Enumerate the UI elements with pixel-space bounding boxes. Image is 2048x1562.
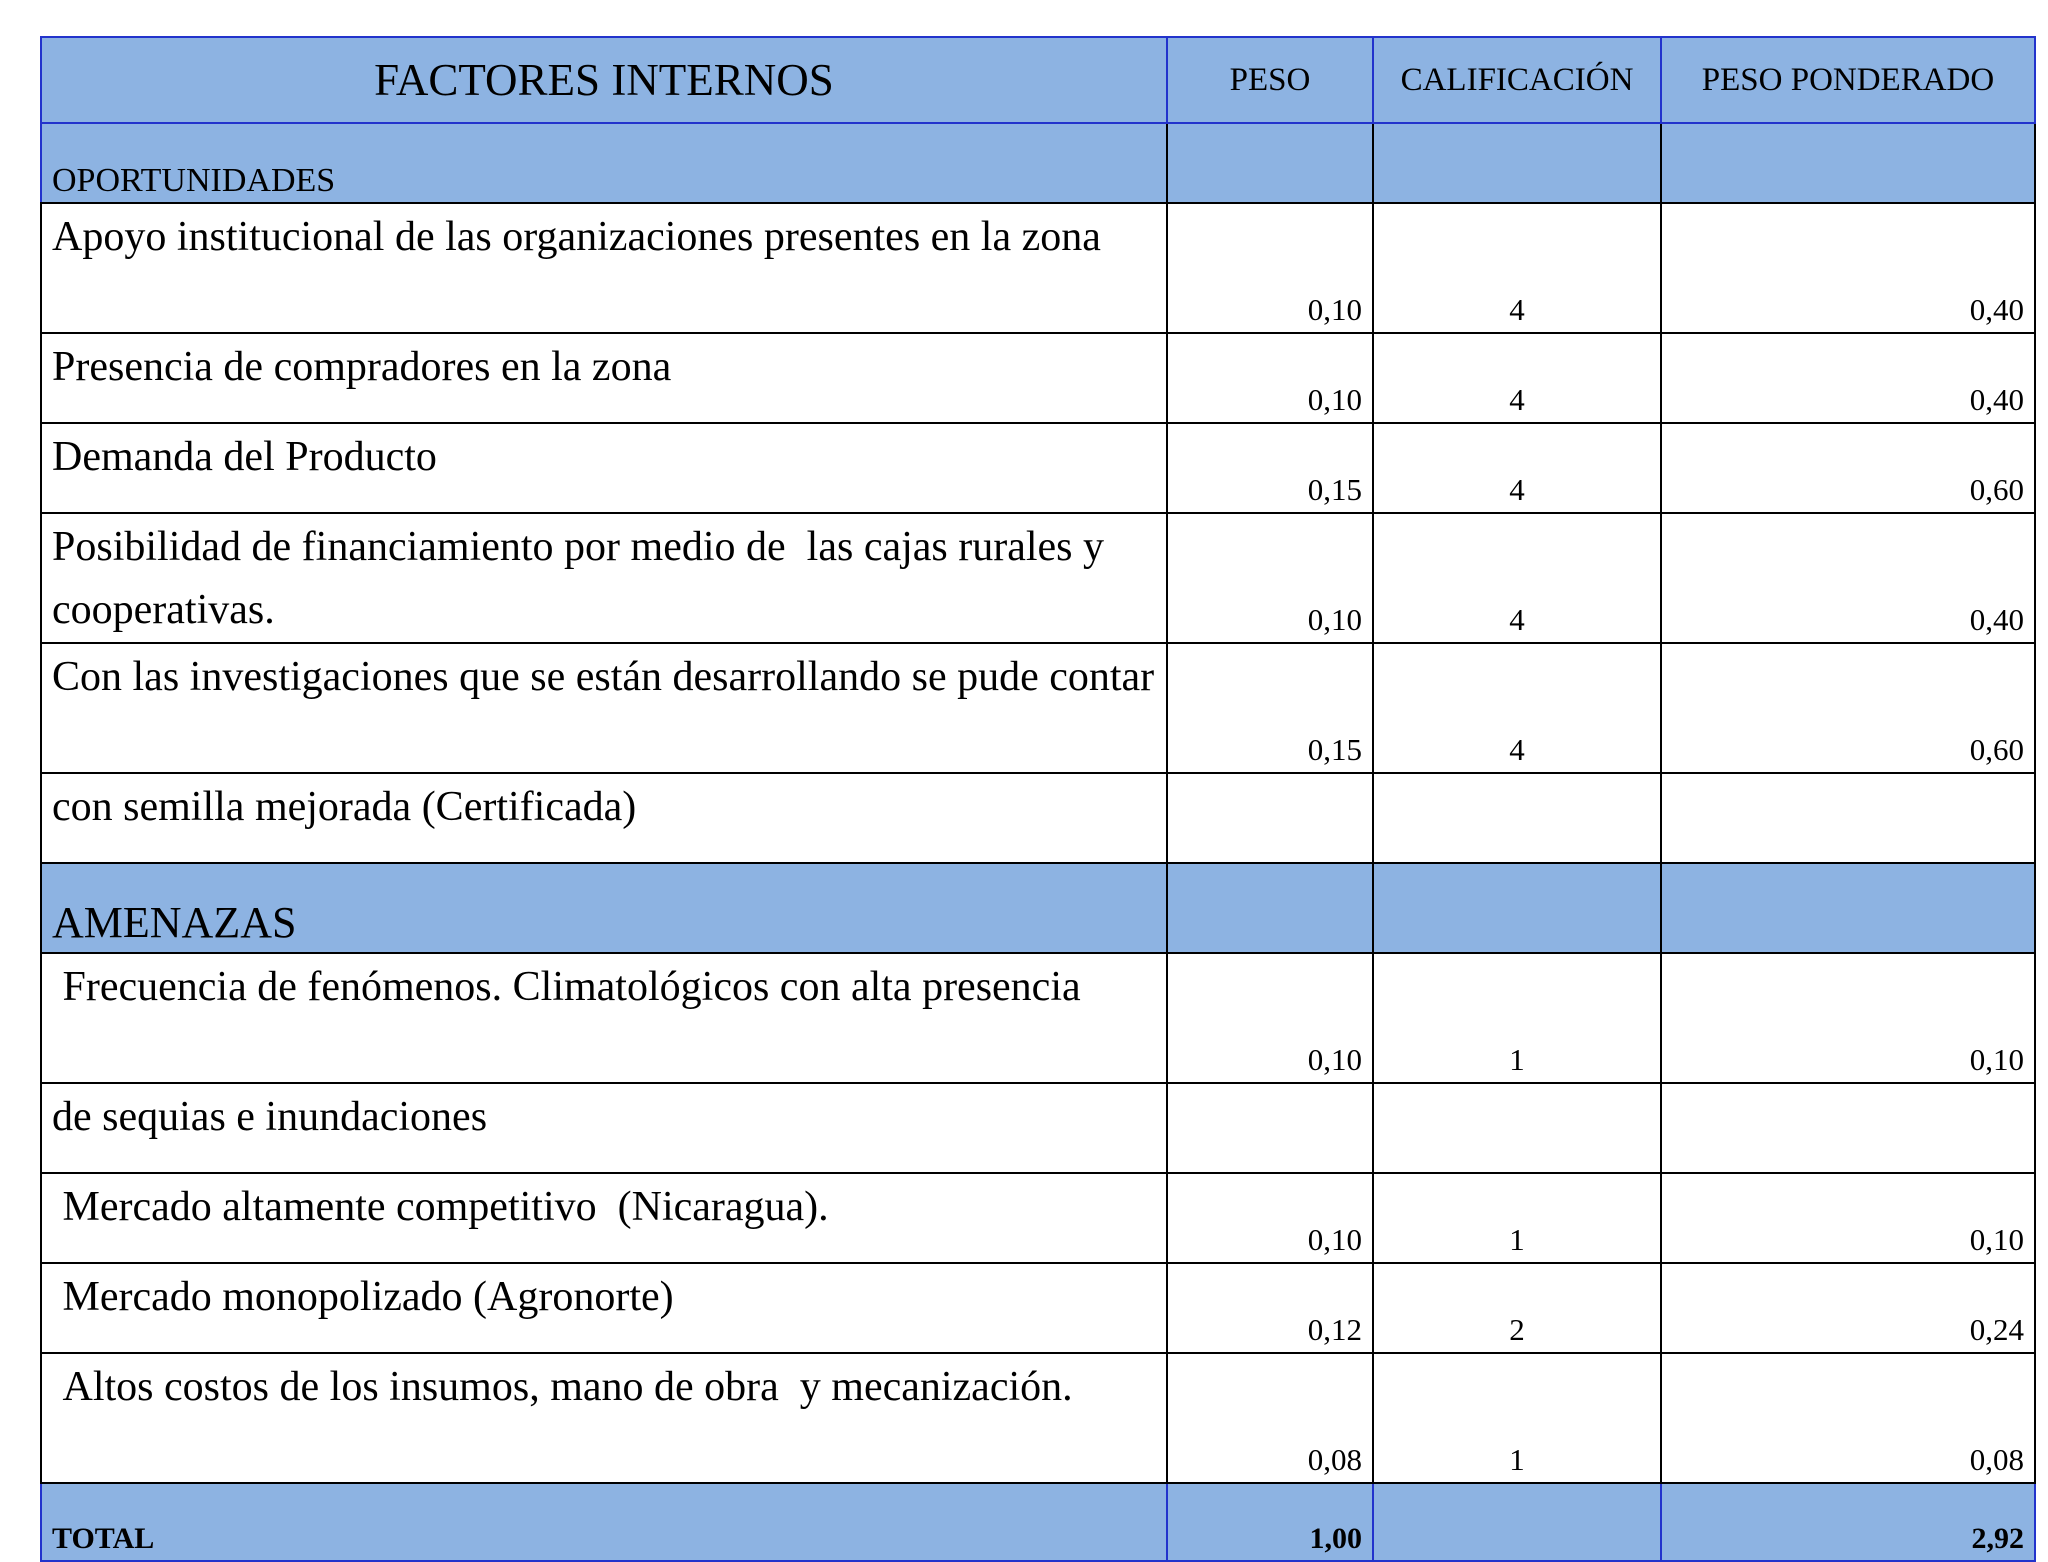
table-row	[41, 1083, 2035, 1173]
header-peso: PESO	[1167, 37, 1373, 123]
peso-cell	[1167, 1083, 1373, 1173]
total-label: TOTAL	[41, 1483, 1167, 1561]
ponderado-cell: 0,40	[1661, 513, 2035, 643]
peso-cell: 0,15	[1167, 643, 1373, 773]
ponderado-cell: 0,60	[1661, 643, 2035, 773]
factor-cell: Con las investigaciones que se están desarrollando se pude contar	[41, 643, 1167, 773]
peso-cell: 0,10	[1167, 953, 1373, 1083]
factor-cell: Demanda del Producto	[41, 423, 1167, 513]
table-row	[41, 513, 2035, 643]
peso-cell: 0,10	[1167, 333, 1373, 423]
factor-cell: Posibilidad de financiamiento por medio de las cajas rurales y cooperativas.	[41, 513, 1167, 643]
peso-cell: 0,10	[1167, 513, 1373, 643]
peso-cell: 0,08	[1167, 1353, 1373, 1483]
total-ponderado: 2,92	[1661, 1483, 2035, 1561]
table-row	[41, 1173, 2035, 1263]
calificacion-cell: 4	[1373, 333, 1661, 423]
factor-cell: Mercado monopolizado (Agronorte)	[41, 1263, 1167, 1353]
calificacion-cell: 1	[1373, 953, 1661, 1083]
ponderado-cell: 0,08	[1661, 1353, 2035, 1483]
ponderado-cell: 0,40	[1661, 333, 2035, 423]
table-row	[41, 1263, 2035, 1353]
table-header-row	[41, 37, 2035, 123]
peso-cell: 0,10	[1167, 1173, 1373, 1263]
calificacion-cell	[1373, 1083, 1661, 1173]
table-row	[41, 773, 2035, 863]
ponderado-cell	[1661, 773, 2035, 863]
table-row	[41, 953, 2035, 1083]
table-row	[41, 203, 2035, 333]
factor-cell: Altos costos de los insumos, mano de obra y mecanización.	[41, 1353, 1167, 1483]
section-label-oportunidades: OPORTUNIDADES	[41, 123, 1167, 203]
header-peso-ponderado: PESO PONDERADO	[1661, 37, 2035, 123]
factor-cell: Mercado altamente competitivo (Nicaragua).	[41, 1173, 1167, 1263]
header-calificacion: CALIFICACIÓN	[1373, 37, 1661, 123]
calificacion-cell: 4	[1373, 423, 1661, 513]
calificacion-cell: 4	[1373, 643, 1661, 773]
factor-cell: Apoyo institucional de las organizaciones presentes en la zona	[41, 203, 1167, 333]
ponderado-cell: 0,10	[1661, 1173, 2035, 1263]
peso-cell: 0,15	[1167, 423, 1373, 513]
table-row	[41, 1353, 2035, 1483]
calificacion-cell: 4	[1373, 203, 1661, 333]
section-label-amenazas: AMENAZAS	[41, 863, 1167, 953]
factor-cell: con semilla mejorada (Certificada)	[41, 773, 1167, 863]
factor-cell: de sequias e inundaciones	[41, 1083, 1167, 1173]
total-peso: 1,00	[1167, 1483, 1373, 1561]
ponderado-cell: 0,10	[1661, 953, 2035, 1083]
table-row	[41, 423, 2035, 513]
ponderado-cell: 0,24	[1661, 1263, 2035, 1353]
section-oportunidades	[41, 123, 2035, 203]
header-factores-internos: FACTORES INTERNOS	[41, 37, 1167, 123]
calificacion-cell: 1	[1373, 1173, 1661, 1263]
factor-cell: Frecuencia de fenómenos. Climatológicos con alta presencia	[41, 953, 1167, 1083]
ponderado-cell	[1661, 1083, 2035, 1173]
peso-cell: 0,12	[1167, 1263, 1373, 1353]
peso-cell	[1167, 773, 1373, 863]
total-row	[41, 1483, 2035, 1561]
calificacion-cell	[1373, 773, 1661, 863]
ponderado-cell: 0,60	[1661, 423, 2035, 513]
calificacion-cell: 1	[1373, 1353, 1661, 1483]
ponderado-cell: 0,40	[1661, 203, 2035, 333]
table-row	[41, 643, 2035, 773]
peso-cell: 0,10	[1167, 203, 1373, 333]
calificacion-cell: 4	[1373, 513, 1661, 643]
calificacion-cell: 2	[1373, 1263, 1661, 1353]
section-amenazas	[41, 863, 2035, 953]
table-row	[41, 333, 2035, 423]
factor-cell: Presencia de compradores en la zona	[41, 333, 1167, 423]
factores-internos-table	[40, 36, 2036, 1562]
